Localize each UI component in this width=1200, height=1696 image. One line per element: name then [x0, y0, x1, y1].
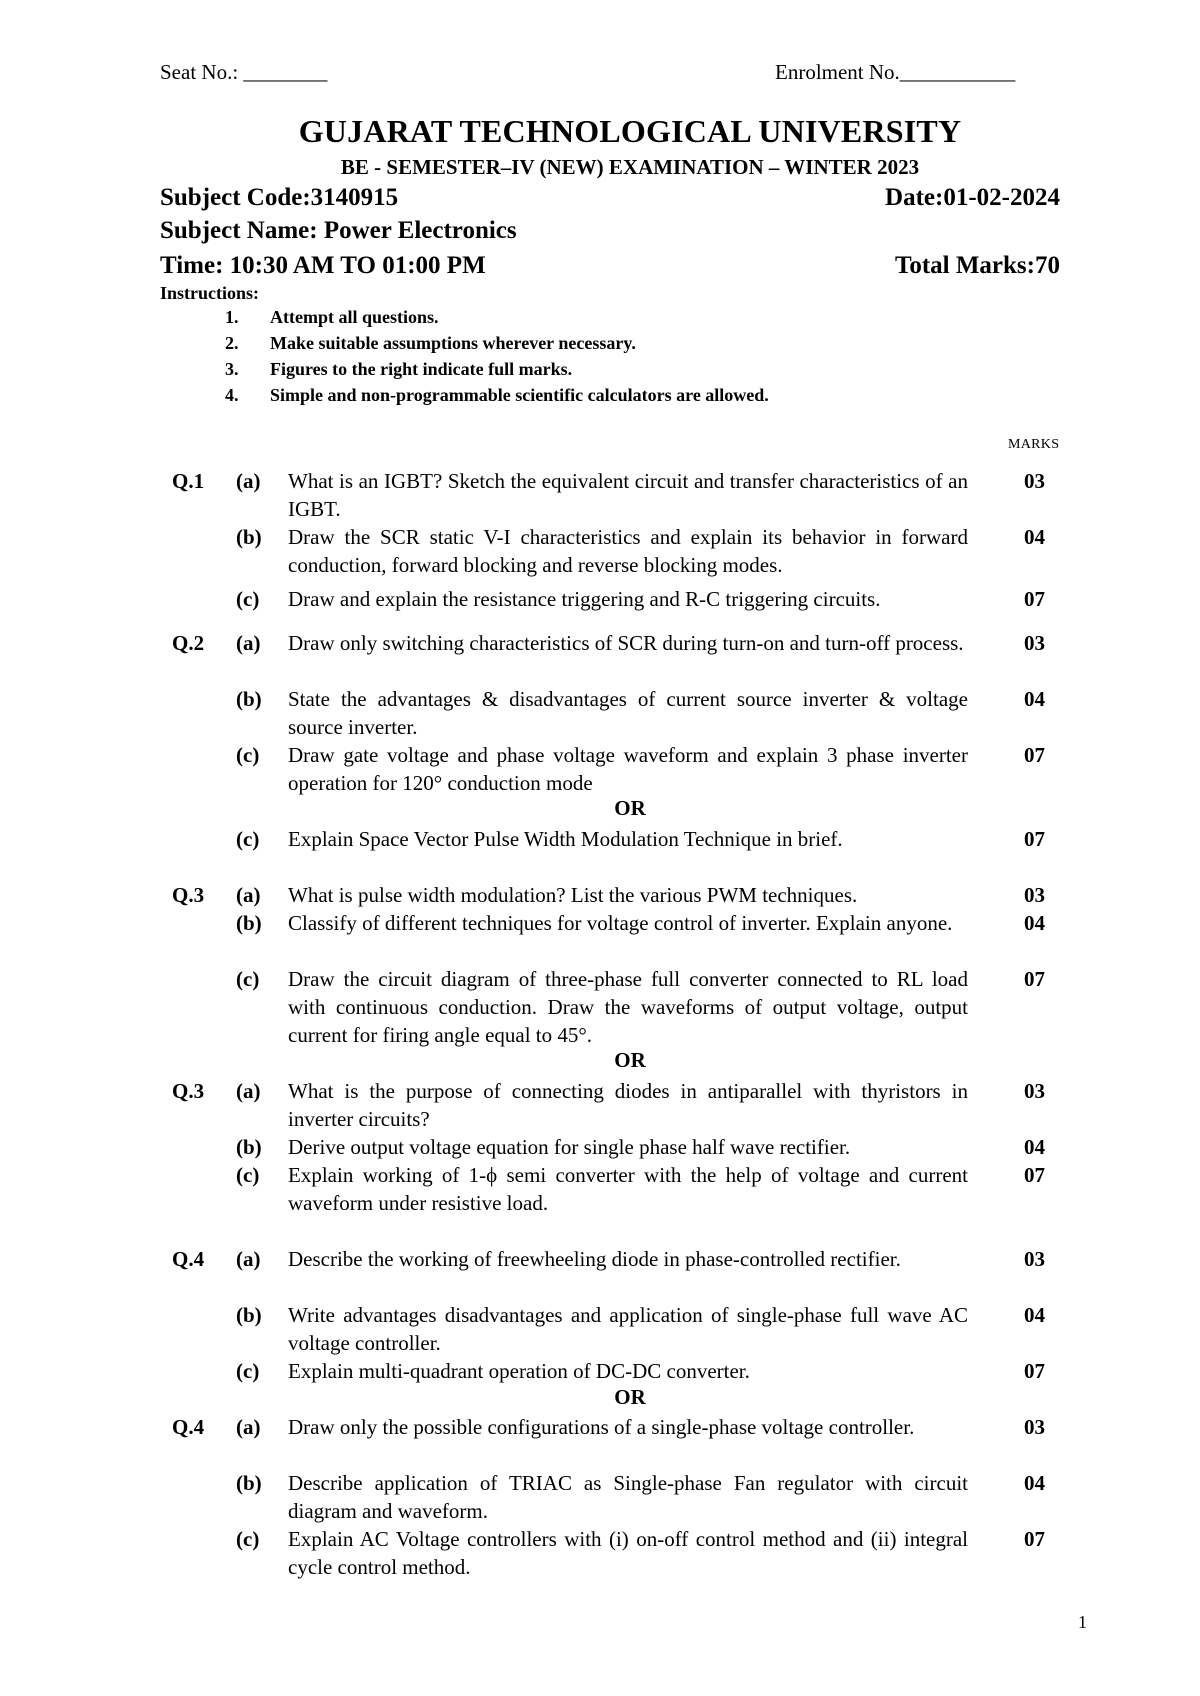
instruction-item: 3. Figures to the right indicate full marks. — [225, 359, 573, 379]
enrolment-number-field: Enrolment No.___________ — [775, 60, 1016, 84]
or-separator: OR — [614, 1048, 646, 1072]
exam-date: Date:01-02-2024 — [885, 184, 1060, 211]
marks-column-header: MARKS — [1008, 437, 1060, 452]
university-title: GUJARAT TECHNOLOGICAL UNIVERSITY — [298, 113, 962, 149]
total-marks: Total Marks:70 — [894, 252, 1060, 279]
subject-code: Subject Code:3140915 — [160, 184, 399, 211]
subject-name-row — [160, 217, 1060, 245]
instructions-list — [225, 307, 769, 411]
instruction-item: 2. Make suitable assumptions wherever necessary. — [225, 333, 636, 353]
exam-time: Time: 10:30 AM TO 01:00 PM — [160, 252, 486, 279]
instruction-item: 1. Attempt all questions. — [225, 307, 439, 327]
subject-name: Subject Name: Power Electronics — [160, 217, 517, 244]
exam-title: BE - SEMESTER–IV (NEW) EXAMINATION – WINTER 2023 — [340, 155, 920, 179]
instruction-item: 4. Simple and non-programmable scientific calculators are allowed. — [225, 385, 769, 405]
seat-number-field: Seat No.: ________ — [160, 60, 328, 84]
instructions-title: Instructions: — [160, 283, 260, 303]
time-row — [160, 252, 1060, 280]
or-separator: OR — [614, 1385, 646, 1409]
subject-code-row — [160, 184, 1060, 212]
or-separator: OR — [614, 796, 646, 820]
page-number: 1 — [1078, 1612, 1087, 1632]
